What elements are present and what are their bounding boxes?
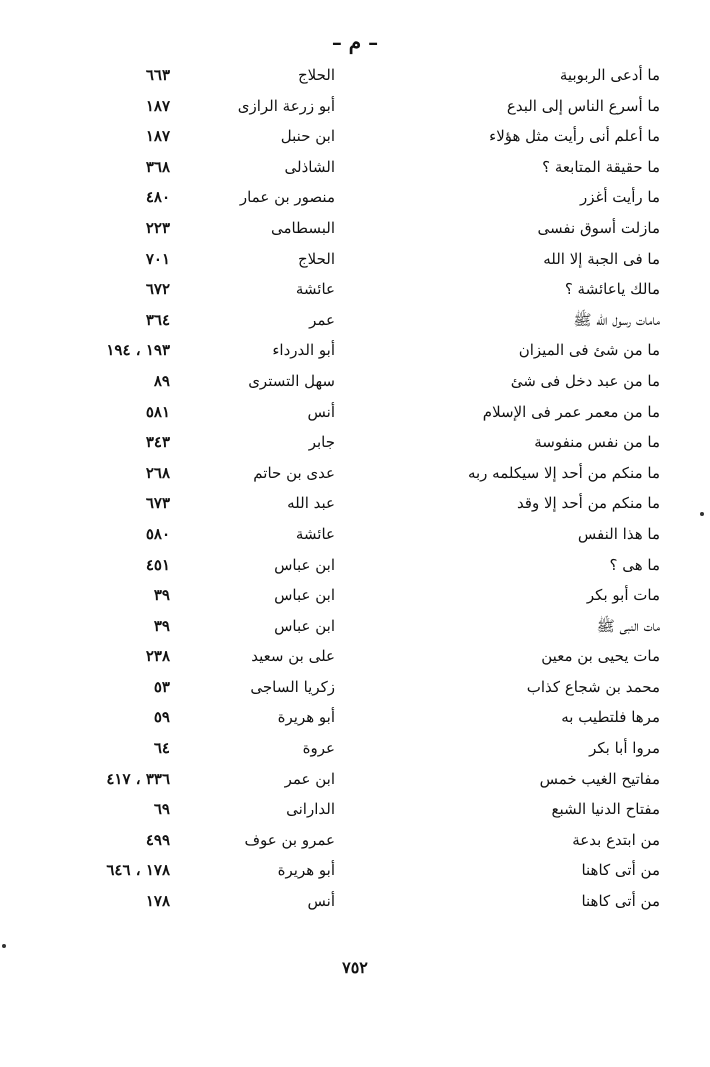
- index-row: [0, 825, 710, 856]
- page-reference: ١٨٧: [145, 127, 170, 146]
- phrase-text: مفاتيح الغيب خمس: [539, 769, 660, 788]
- print-speck: [2, 944, 6, 948]
- narrator-name: أبو هريرة: [277, 861, 335, 880]
- narrator-name: الدارانى: [286, 800, 335, 819]
- page-reference: ٤٥١: [145, 555, 170, 574]
- narrator-name: عمرو بن عوف: [244, 830, 335, 849]
- narrator-name: ابن عمر: [284, 769, 335, 788]
- phrase-text: ما من شئ فى الميزان: [518, 341, 660, 360]
- phrase-text: مازلت أسوق نفسى: [537, 218, 660, 237]
- narrator-name: عمر: [309, 310, 335, 329]
- page-reference: ١٧٨ ، ٦٤٦: [106, 861, 170, 880]
- narrator-name: ابن عباس: [274, 555, 335, 574]
- phrase-text: من أتى كاهنا: [581, 861, 660, 880]
- narrator-name: عائشة: [295, 280, 335, 299]
- page-reference: ٥٩: [153, 708, 170, 727]
- index-row: [0, 550, 710, 581]
- index-row: [0, 427, 710, 458]
- phrase-text: مات أبو بكر: [586, 586, 660, 605]
- narrator-name: أبو الدرداء: [272, 341, 335, 360]
- narrator-name: أنس: [307, 402, 335, 421]
- page-reference: ٣٣٦ ، ٤١٧: [106, 769, 170, 788]
- phrase-text: مفتاح الدنيا الشبع: [551, 800, 660, 819]
- phrase-text: ما من نفس منفوسة: [534, 433, 660, 452]
- page-reference: ٧٠١: [145, 249, 170, 268]
- phrase-text: مات النبى ﷺ: [596, 616, 660, 635]
- page-reference: ٣٦٤: [145, 310, 170, 329]
- page-reference: ٢٦٨: [145, 463, 170, 482]
- page-reference: ٨٩: [153, 371, 170, 390]
- index-row: [0, 641, 710, 672]
- narrator-name: أنس: [307, 892, 335, 911]
- page-reference: ٦٩: [153, 800, 170, 819]
- page-reference: ٤٨٠: [145, 188, 170, 207]
- page-reference: ٢٣٨: [145, 647, 170, 666]
- index-row: [0, 886, 710, 917]
- phrase-text: ما رأيت أغزر: [580, 188, 660, 207]
- narrator-name: الشاذلى: [284, 157, 335, 176]
- narrator-name: ابن عباس: [274, 586, 335, 605]
- narrator-name: عروة: [302, 739, 335, 758]
- narrator-name: على بن سعيد: [251, 647, 335, 666]
- page-number: ٧٥٢: [342, 958, 368, 977]
- index-row: [0, 764, 710, 795]
- index-row: [0, 702, 710, 733]
- narrator-name: زكريا الساجى: [250, 677, 335, 696]
- page-reference: ٤٩٩: [145, 830, 170, 849]
- phrase-text: ما أدعى الربوبية: [559, 66, 660, 84]
- index-row: [0, 733, 710, 764]
- index-row: [0, 366, 710, 397]
- index-row: [0, 855, 710, 886]
- phrase-text: ما من عبد دخل فى شئ: [510, 371, 660, 390]
- page-reference: ٥٨٠: [145, 524, 170, 543]
- narrator-name: الحلاج: [297, 66, 335, 84]
- phrase-text: ما أسرع الناس إلى البدع: [506, 96, 660, 115]
- narrator-name: عدى بن حاتم: [253, 463, 335, 482]
- page-reference: ٦٦٣: [145, 66, 170, 84]
- phrase-text: من ابتدع بدعة: [572, 830, 660, 849]
- phrase-text: مامات رسول الله ﷺ: [573, 310, 660, 329]
- index-row: [0, 91, 710, 122]
- page-reference: ٣٦٨: [145, 157, 170, 176]
- index-row: [0, 458, 710, 489]
- index-row: [0, 335, 710, 366]
- page-reference: ٦٧٣: [145, 494, 170, 513]
- page-reference: ١٩٣ ، ١٩٤: [106, 341, 170, 360]
- index-row: [0, 794, 710, 825]
- narrator-name: عائشة: [295, 524, 335, 543]
- page-reference: ١٨٧: [145, 96, 170, 115]
- phrase-text: محمد بن شجاع كذاب: [526, 677, 660, 696]
- phrase-text: ما منكم من أحد إلا سيكلمه ربه: [467, 463, 660, 482]
- phrase-text: ما من معمر عمر فى الإسلام: [482, 402, 660, 421]
- page-reference: ٥٣: [153, 677, 170, 696]
- page-reference: ٢٢٣: [145, 218, 170, 237]
- phrase-text: من أتى كاهنا: [581, 892, 660, 911]
- narrator-name: منصور بن عمار: [239, 188, 335, 207]
- page-reference: ٥٨١: [145, 402, 170, 421]
- index-row: [0, 213, 710, 244]
- page-reference: ٣٩: [153, 616, 170, 635]
- phrase-text: مالك ياعائشة ؟: [564, 280, 660, 299]
- page-reference: ٦٧٢: [145, 280, 170, 299]
- index-row: [0, 580, 710, 611]
- index-row: [0, 182, 710, 213]
- index-row: [0, 611, 710, 642]
- index-row: [0, 672, 710, 703]
- phrase-text: ما أعلم أنى رأيت مثل هؤلاء: [489, 127, 660, 146]
- index-entries: [0, 60, 710, 917]
- narrator-name: جابر: [308, 433, 335, 452]
- page-reference: ١٧٨: [145, 892, 170, 911]
- index-row: [0, 60, 710, 91]
- narrator-name: البسطامى: [270, 218, 335, 237]
- page-reference: ٦٤: [153, 739, 170, 758]
- phrase-text: ما هى ؟: [609, 555, 660, 574]
- narrator-name: عبد الله: [287, 494, 335, 513]
- index-row: [0, 397, 710, 428]
- index-row: [0, 274, 710, 305]
- print-speck: [700, 512, 704, 516]
- phrase-text: مات يحيى بن معين: [541, 647, 660, 666]
- narrator-name: أبو زرعة الرازى: [237, 96, 335, 115]
- narrator-name: الحلاج: [297, 249, 335, 268]
- index-row: [0, 152, 710, 183]
- phrase-text: مروا أبا بكر: [589, 739, 660, 758]
- index-row: [0, 305, 710, 336]
- phrase-text: ما هذا النفس: [577, 524, 660, 543]
- index-row: [0, 488, 710, 519]
- page-reference: ٣٤٣: [145, 433, 170, 452]
- section-letter-header: – م –: [331, 30, 379, 54]
- index-row: [0, 121, 710, 152]
- phrase-text: ما حقيقة المتابعة ؟: [542, 157, 660, 176]
- narrator-name: ابن عباس: [274, 616, 335, 635]
- phrase-text: ما فى الجبة إلا الله: [543, 249, 660, 268]
- phrase-text: ما منكم من أحد إلا وقد: [516, 494, 660, 513]
- narrator-name: أبو هريرة: [277, 708, 335, 727]
- narrator-name: سهل التسترى: [248, 371, 335, 390]
- index-row: [0, 519, 710, 550]
- page-reference: ٣٩: [153, 586, 170, 605]
- index-row: [0, 244, 710, 275]
- narrator-name: ابن حنبل: [280, 127, 335, 146]
- phrase-text: مرها فلتطيب به: [561, 708, 660, 727]
